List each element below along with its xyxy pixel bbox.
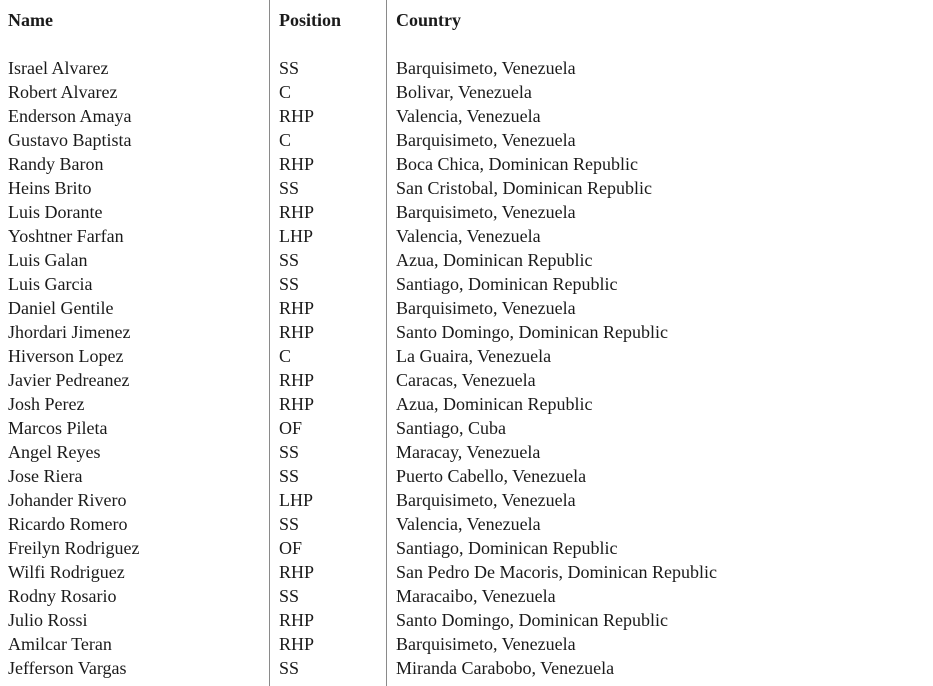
header-country: Country bbox=[396, 10, 462, 30]
header-position: Position bbox=[279, 10, 342, 30]
cell-name: Israel Alvarez bbox=[8, 58, 109, 78]
cell-position: C bbox=[279, 130, 292, 150]
cell-name: Hiverson Lopez bbox=[8, 346, 124, 366]
table-row bbox=[0, 320, 933, 344]
cell-name: Josh Perez bbox=[8, 394, 85, 414]
cell-country: Bolivar, Venezuela bbox=[396, 82, 532, 102]
cell-name: Luis Galan bbox=[8, 250, 88, 270]
cell-country: San Cristobal, Dominican Republic bbox=[396, 178, 652, 198]
cell-position: RHP bbox=[279, 202, 315, 222]
cell-name: Jhordari Jimenez bbox=[8, 322, 131, 342]
cell-name: Luis Dorante bbox=[8, 202, 103, 222]
cell-country: San Pedro De Macoris, Dominican Republic bbox=[396, 562, 717, 582]
table-header bbox=[0, 9, 933, 31]
table-row bbox=[0, 344, 933, 368]
cell-position: RHP bbox=[279, 610, 315, 630]
table-row bbox=[0, 488, 933, 512]
cell-position: OF bbox=[279, 418, 303, 438]
table-row bbox=[0, 296, 933, 320]
table-row bbox=[0, 512, 933, 536]
cell-position: SS bbox=[279, 58, 300, 78]
cell-position: OF bbox=[279, 538, 303, 558]
table-row bbox=[0, 152, 933, 176]
cell-name: Yoshtner Farfan bbox=[8, 226, 124, 246]
table-row bbox=[0, 392, 933, 416]
cell-position: SS bbox=[279, 274, 300, 294]
cell-name: Marcos Pileta bbox=[8, 418, 108, 438]
cell-name: Gustavo Baptista bbox=[8, 130, 132, 150]
table-row bbox=[0, 584, 933, 608]
header-name: Name bbox=[8, 10, 53, 30]
table-row bbox=[0, 176, 933, 200]
cell-name: Enderson Amaya bbox=[8, 106, 132, 126]
cell-position: LHP bbox=[279, 490, 314, 510]
cell-country: Azua, Dominican Republic bbox=[396, 394, 593, 414]
cell-name: Wilfi Rodriguez bbox=[8, 562, 125, 582]
cell-position: SS bbox=[279, 442, 300, 462]
cell-position: SS bbox=[279, 250, 300, 270]
cell-country: Santiago, Cuba bbox=[396, 418, 506, 438]
table-row bbox=[0, 80, 933, 104]
cell-name: Angel Reyes bbox=[8, 442, 101, 462]
cell-country: Barquisimeto, Venezuela bbox=[396, 130, 576, 150]
cell-country: Valencia, Venezuela bbox=[396, 106, 541, 126]
cell-country: Miranda Carabobo, Venezuela bbox=[396, 658, 615, 678]
cell-country: Santo Domingo, Dominican Republic bbox=[396, 322, 668, 342]
cell-position: RHP bbox=[279, 322, 315, 342]
cell-position: RHP bbox=[279, 562, 315, 582]
cell-country: La Guaira, Venezuela bbox=[396, 346, 552, 366]
cell-position: LHP bbox=[279, 226, 314, 246]
cell-position: SS bbox=[279, 466, 300, 486]
cell-country: Valencia, Venezuela bbox=[396, 226, 541, 246]
cell-country: Santiago, Dominican Republic bbox=[396, 274, 618, 294]
cell-name: Daniel Gentile bbox=[8, 298, 114, 318]
cell-position: RHP bbox=[279, 106, 315, 126]
table-row bbox=[0, 56, 933, 80]
table-row bbox=[0, 248, 933, 272]
cell-position: SS bbox=[279, 586, 300, 606]
table-row bbox=[0, 416, 933, 440]
table-row bbox=[0, 536, 933, 560]
table-row bbox=[0, 128, 933, 152]
cell-position: RHP bbox=[279, 154, 315, 174]
cell-position: SS bbox=[279, 178, 300, 198]
table-row bbox=[0, 440, 933, 464]
table-row bbox=[0, 464, 933, 488]
cell-name: Javier Pedreanez bbox=[8, 370, 130, 390]
cell-country: Puerto Cabello, Venezuela bbox=[396, 466, 587, 486]
cell-name: Freilyn Rodriguez bbox=[8, 538, 140, 558]
cell-position: C bbox=[279, 82, 292, 102]
cell-country: Barquisimeto, Venezuela bbox=[396, 298, 576, 318]
cell-country: Boca Chica, Dominican Republic bbox=[396, 154, 638, 174]
cell-position: C bbox=[279, 346, 292, 366]
cell-country: Maracay, Venezuela bbox=[396, 442, 541, 462]
cell-country: Caracas, Venezuela bbox=[396, 370, 536, 390]
cell-country: Santo Domingo, Dominican Republic bbox=[396, 610, 668, 630]
cell-name: Rodny Rosario bbox=[8, 586, 117, 606]
table-body bbox=[0, 56, 933, 680]
cell-country: Maracaibo, Venezuela bbox=[396, 586, 556, 606]
table-row bbox=[0, 224, 933, 248]
cell-name: Jose Riera bbox=[8, 466, 83, 486]
table-row bbox=[0, 560, 933, 584]
table-row bbox=[0, 632, 933, 656]
cell-position: RHP bbox=[279, 634, 315, 654]
cell-position: RHP bbox=[279, 394, 315, 414]
cell-name: Robert Alvarez bbox=[8, 82, 118, 102]
table-row bbox=[0, 608, 933, 632]
cell-country: Valencia, Venezuela bbox=[396, 514, 541, 534]
cell-name: Ricardo Romero bbox=[8, 514, 128, 534]
cell-name: Amilcar Teran bbox=[8, 634, 112, 654]
cell-name: Julio Rossi bbox=[8, 610, 88, 630]
cell-name: Johander Rivero bbox=[8, 490, 127, 510]
cell-country: Barquisimeto, Venezuela bbox=[396, 634, 576, 654]
table-row bbox=[0, 656, 933, 680]
table-row bbox=[0, 368, 933, 392]
cell-position: RHP bbox=[279, 370, 315, 390]
cell-position: RHP bbox=[279, 298, 315, 318]
cell-country: Santiago, Dominican Republic bbox=[396, 538, 618, 558]
cell-position: SS bbox=[279, 658, 300, 678]
cell-name: Randy Baron bbox=[8, 154, 104, 174]
table-row bbox=[0, 272, 933, 296]
cell-country: Barquisimeto, Venezuela bbox=[396, 490, 576, 510]
table-row bbox=[0, 200, 933, 224]
table-row bbox=[0, 104, 933, 128]
cell-position: SS bbox=[279, 514, 300, 534]
cell-country: Barquisimeto, Venezuela bbox=[396, 202, 576, 222]
cell-name: Jefferson Vargas bbox=[8, 658, 127, 678]
cell-country: Azua, Dominican Republic bbox=[396, 250, 593, 270]
cell-country: Barquisimeto, Venezuela bbox=[396, 58, 576, 78]
cell-name: Luis Garcia bbox=[8, 274, 93, 294]
cell-name: Heins Brito bbox=[8, 178, 92, 198]
